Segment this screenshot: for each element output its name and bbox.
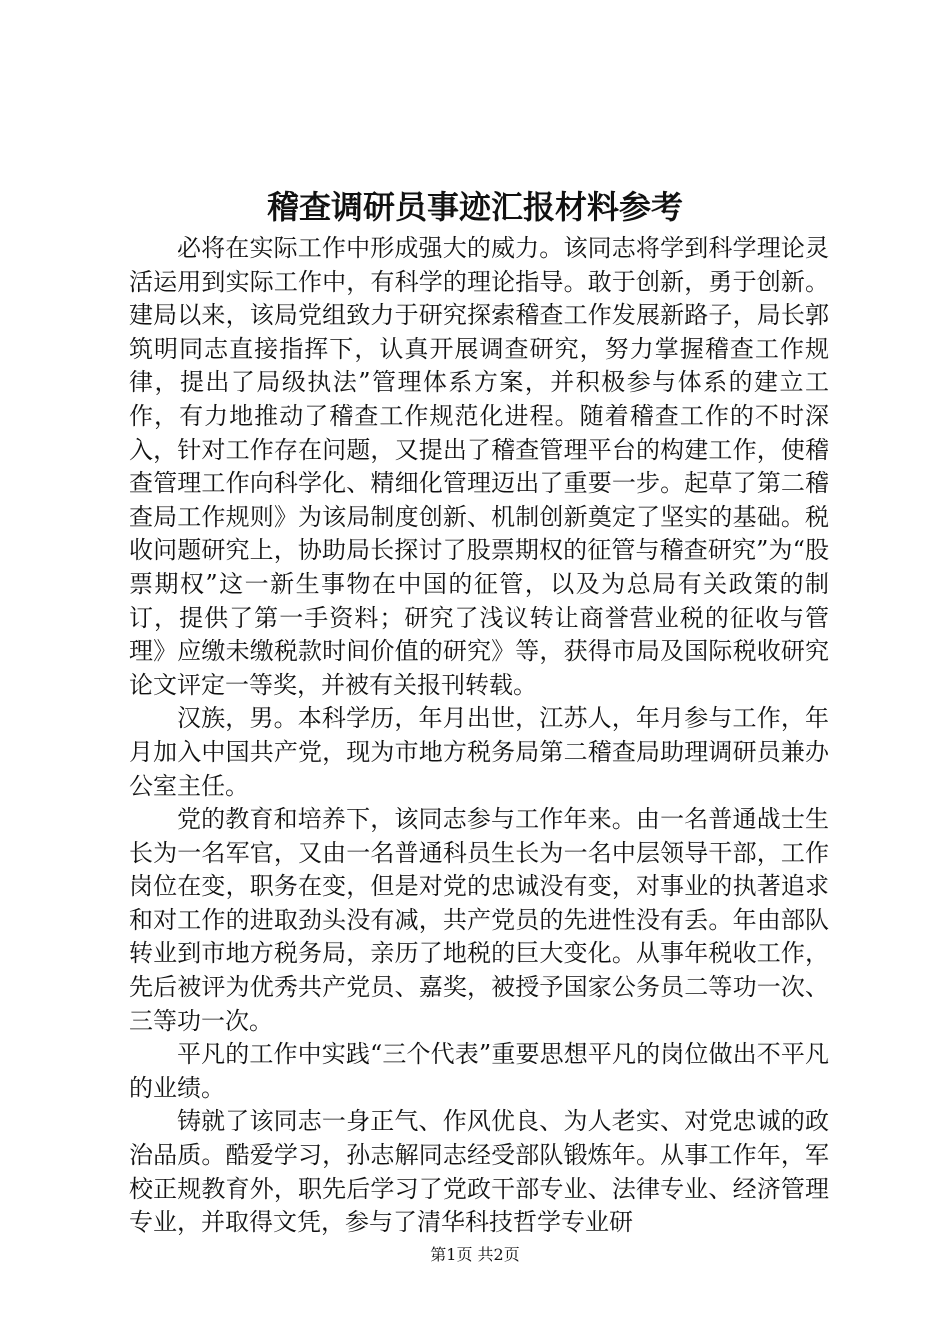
page-footer: 第1页 共2页 — [430, 1245, 520, 1264]
paragraph: 党的教育和培养下，该同志参与工作年来。由一名普通战士生长为一名军官，又由一名普通科员生长为一名中层领导干部，工作岗位在变，职务在变，但是对党的忠诚没有变，对事业的执著追求和对工作的进取劲头没有减，共产党员的先进性没有丢。年由部队转业到市地方税务局，亲历了地税的巨大变化。从事年税收工作，先后被评为优秀共产党员、嘉奖，被授予国家公务员二等功一次、三等功一次。 — [129, 805, 829, 1035]
document-title: 稽查调研员事迹汇报材料参考 — [266, 188, 683, 226]
paragraph: 必将在实际工作中形成强大的威力。该同志将学到科学理论灵活运用到实际工作中，有科学的理论指导。敢于创新，勇于创新。建局以来，该局党组致力于研究探索稽查工作发展新路子，局长郭筑明同志直接指挥下，认真开展调查研究，努力掌握稽查工作规律，提出了局级执法”管理体系方案，并积极参与体系的建立工作，有力地推动了稽查工作规范化进程。随着稽查工作的不时深入，针对工作存在问题，又提出了稽查管理平台的构建工作，使稽查管理工作向科学化、精细化管理迈出了重要一步。起草了第二稽查局工作规则》为该局制度创新、机制创新奠定了坚实的基础。税收问题研究上，协助局长探讨了股票期权的征管与稽查研究”为“股票期权”这一新生事物在中国的征管，以及为总局有关政策的制订，提供了第一手资料；研究了浅议转让商誉营业税的征收与管理》应缴未缴税款时间价值的研究》等，获得市局及国际税收研究论文评定一等奖，并被有关报刊转载。 — [129, 234, 829, 699]
paragraph: 平凡的工作中实践“三个代表”重要思想平凡的岗位做出不平凡的业绩。 — [129, 1040, 829, 1102]
document-body — [129, 232, 829, 1240]
paragraph: 汉族，男。本科学历，年月出世，江苏人，年月参与工作，年月加入中国共产党，现为市地方税务局第二稽查局助理调研员兼办公室主任。 — [129, 704, 829, 800]
paragraph: 铸就了该同志一身正气、作风优良、为人老实、对党忠诚的政治品质。酷爱学习，孙志解同志经受部队锻炼年。从事工作年，军校正规教育外，职先后学习了党政干部专业、法律专业、经济管理专业，并取得文凭，参与了清华科技哲学专业研 — [129, 1107, 829, 1237]
